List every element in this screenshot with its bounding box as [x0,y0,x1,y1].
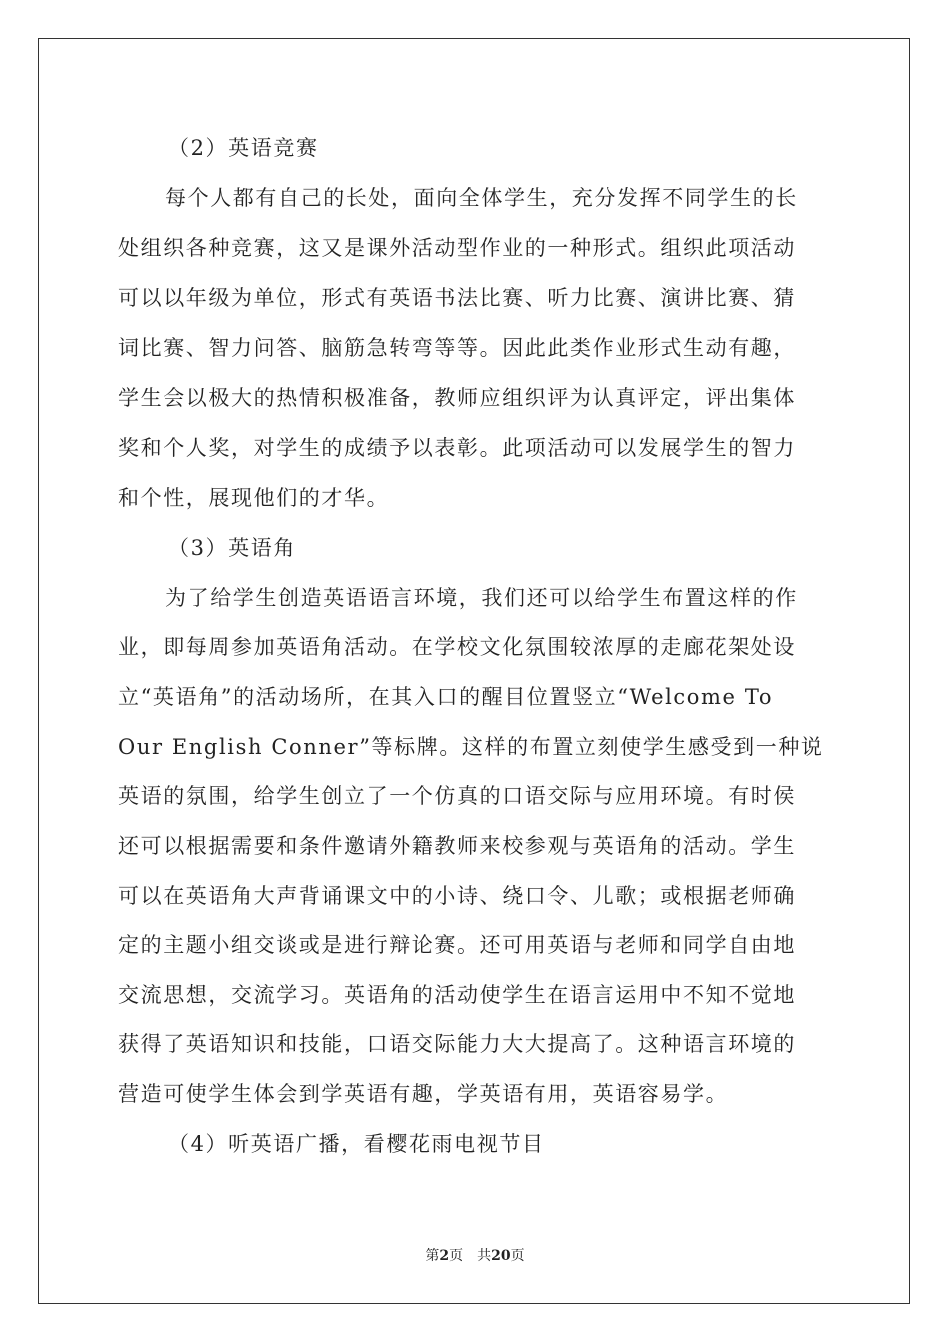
paragraph-line: 为了给学生创造英语语言环境，我们还可以给学生布置这样的作 [165,586,798,610]
paragraph-line: 获得了英语知识和技能，口语交际能力大大提高了。这种语言环境的 [118,1032,796,1056]
paragraph-line: 英语的氛围，给学生创立了一个仿真的口语交际与应用环境。有时侯 [118,784,796,808]
paragraph-line: 和个性，展现他们的才华。 [118,486,390,510]
paragraph-line: 可以以年级为单位，形式有英语书法比赛、听力比赛、演讲比赛、猜 [118,286,796,310]
paragraph-line: 还可以根据需要和条件邀请外籍教师来校参观与英语角的活动。学生 [118,834,796,858]
paragraph-line: 业，即每周参加英语角活动。在学校文化氛围较浓厚的走廊花架处设 [118,635,796,659]
paragraph-line: 奖和个人奖，对学生的成绩予以表彰。此项活动可以发展学生的智力 [118,436,796,460]
section-4-heading: （4）听英语广播，看樱花雨电视节目 [168,1132,545,1156]
paragraph-line: 营造可使学生体会到学英语有趣，学英语有用，英语容易学。 [118,1082,729,1106]
paragraph-line: 立“英语角”的活动场所，在其入口的醒目位置竖立“Welcome To [118,685,774,709]
paragraph-line: 交流思想，交流学习。英语角的活动使学生在语言运用中不知不觉地 [118,983,796,1007]
paragraph-line: 词比赛、智力问答、脑筋急转弯等等。因此此类作业形式生动有趣， [118,336,796,360]
section-2-heading: （2）英语竞赛 [168,136,319,160]
footer-prefix: 第 [425,1248,440,1264]
footer-suffix: 页 [510,1248,525,1264]
paragraph-line: 学生会以极大的热情积极准备，教师应组织评为认真评定，评出集体 [118,386,796,410]
footer-current-page: 2 [439,1248,450,1264]
paragraph-line: 每个人都有自己的长处，面向全体学生，充分发挥不同学生的长 [165,186,798,210]
page-number-footer [0,1245,950,1265]
paragraph-line: 处组织各种竞赛，这又是课外活动型作业的一种形式。组织此项活动 [118,236,796,260]
paragraph-line: 定的主题小组交谈或是进行辩论赛。还可用英语与老师和同学自由地 [118,933,796,957]
paragraph-line: 可以在英语角大声背诵课文中的小诗、绕口令、儿歌；或根据老师确 [118,884,796,908]
section-3-heading: （3）英语角 [168,536,296,560]
footer-mid: 页 共 [449,1248,492,1264]
paragraph-line: Our English Conner”等标牌。这样的布置立刻使学生感受到一种说 [118,735,824,759]
footer-total-pages: 20 [491,1248,511,1264]
